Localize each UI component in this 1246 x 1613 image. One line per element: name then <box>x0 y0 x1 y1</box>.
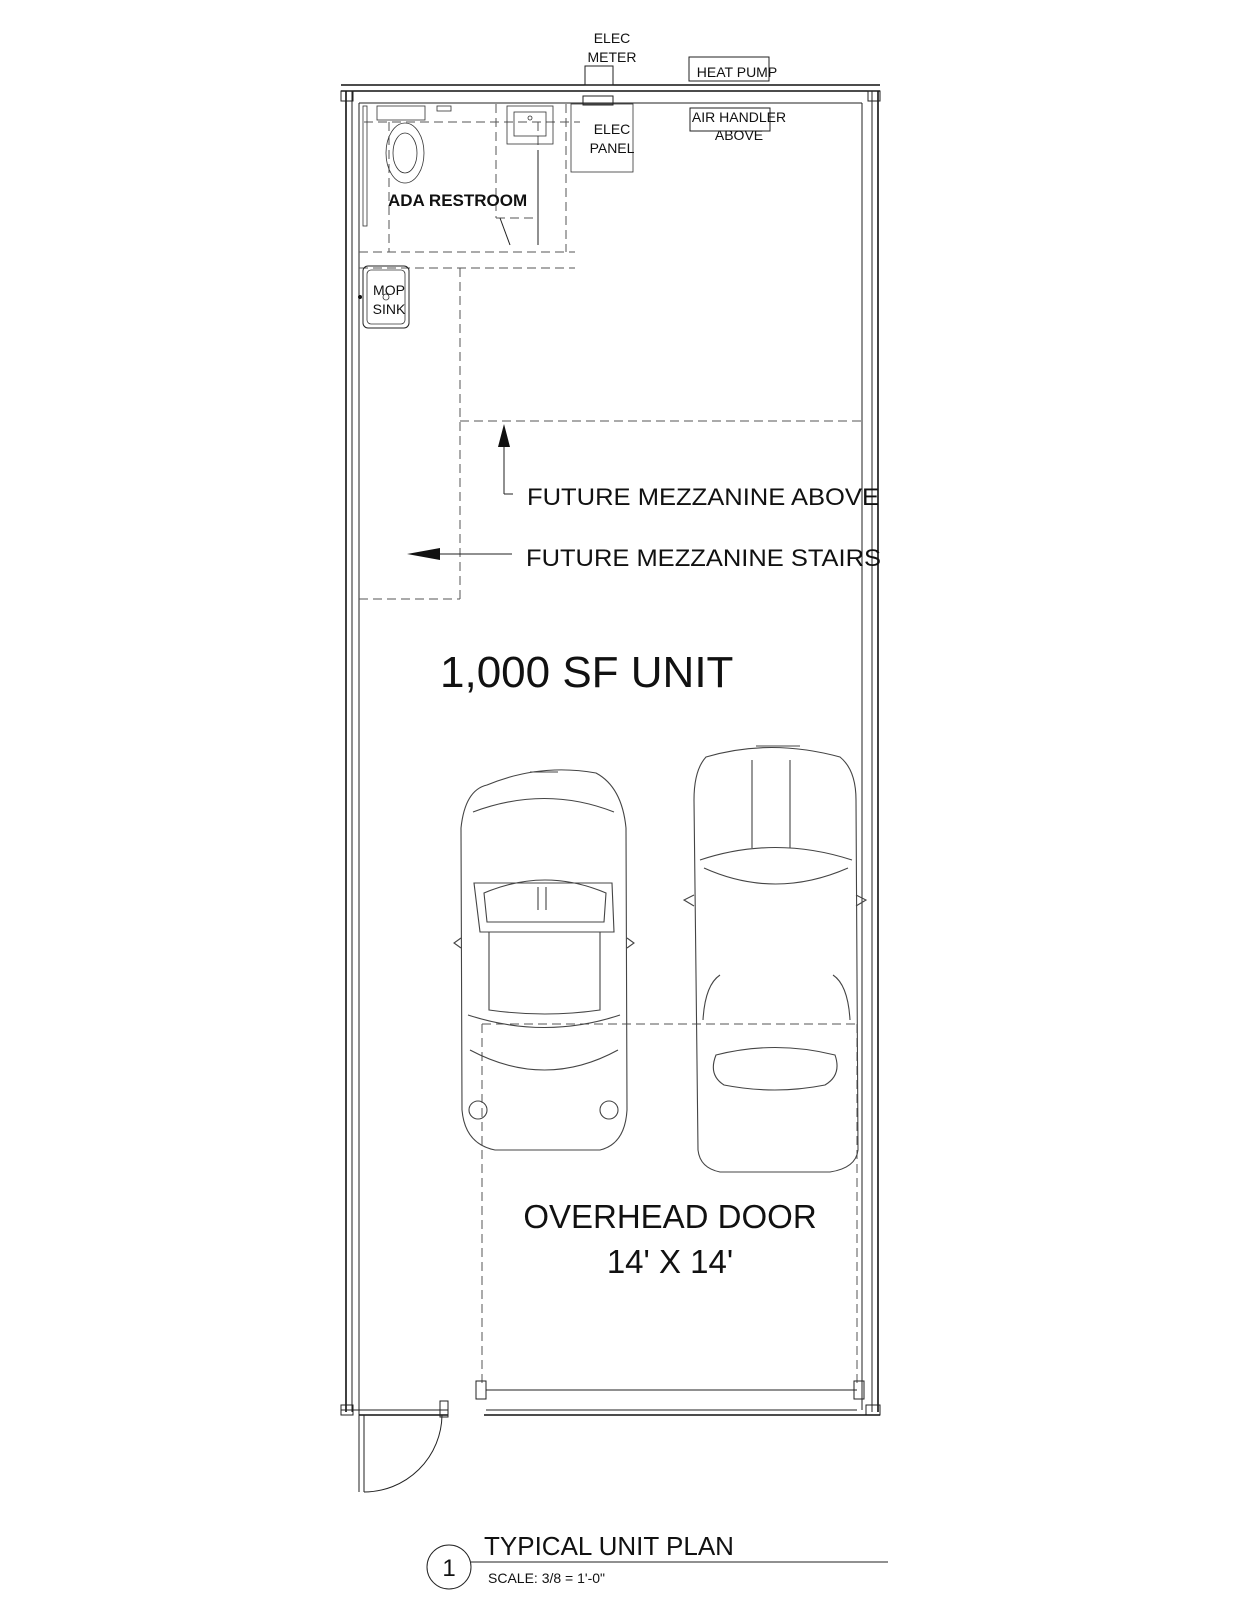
unit-size-label: 1,000 SF UNIT <box>440 648 734 697</box>
drawing-title: TYPICAL UNIT PLAN <box>484 1531 734 1561</box>
overhead-door-label: OVERHEAD DOOR <box>523 1198 817 1235</box>
elec-meter-label: ELEC <box>593 30 631 46</box>
overhead-door-size-label: 14' X 14' <box>606 1243 734 1280</box>
air-handler-label-2: ABOVE <box>714 127 764 143</box>
heat-pump-label: HEAT PUMP <box>696 64 778 80</box>
drawing-scale: SCALE: 3/8 = 1'-0" <box>488 1570 605 1586</box>
future-mezzanine-stairs-label: FUTURE MEZZANINE STAIRS <box>526 545 881 572</box>
future-mezzanine-above-label: FUTURE MEZZANINE ABOVE <box>527 484 879 511</box>
elec-meter-label-2: METER <box>587 49 637 65</box>
elec-panel-label: ELEC <box>593 121 631 137</box>
car-right-drawing <box>684 746 866 1172</box>
ada-restroom-label: ADA RESTROOM <box>388 191 528 210</box>
elec-panel-label-2: PANEL <box>589 140 635 156</box>
elec-meter-box <box>585 66 613 85</box>
mop-sink-label: MOP <box>373 282 405 298</box>
mop-sink-label-2: SINK <box>372 301 406 317</box>
mezzanine-above-arrow <box>498 424 513 494</box>
restroom-fixtures <box>359 96 633 268</box>
air-handler-label: AIR HANDLER <box>691 109 787 125</box>
title-block <box>427 1531 888 1589</box>
drawing-number: 1 <box>442 1555 456 1582</box>
car-left-drawing <box>454 770 634 1150</box>
